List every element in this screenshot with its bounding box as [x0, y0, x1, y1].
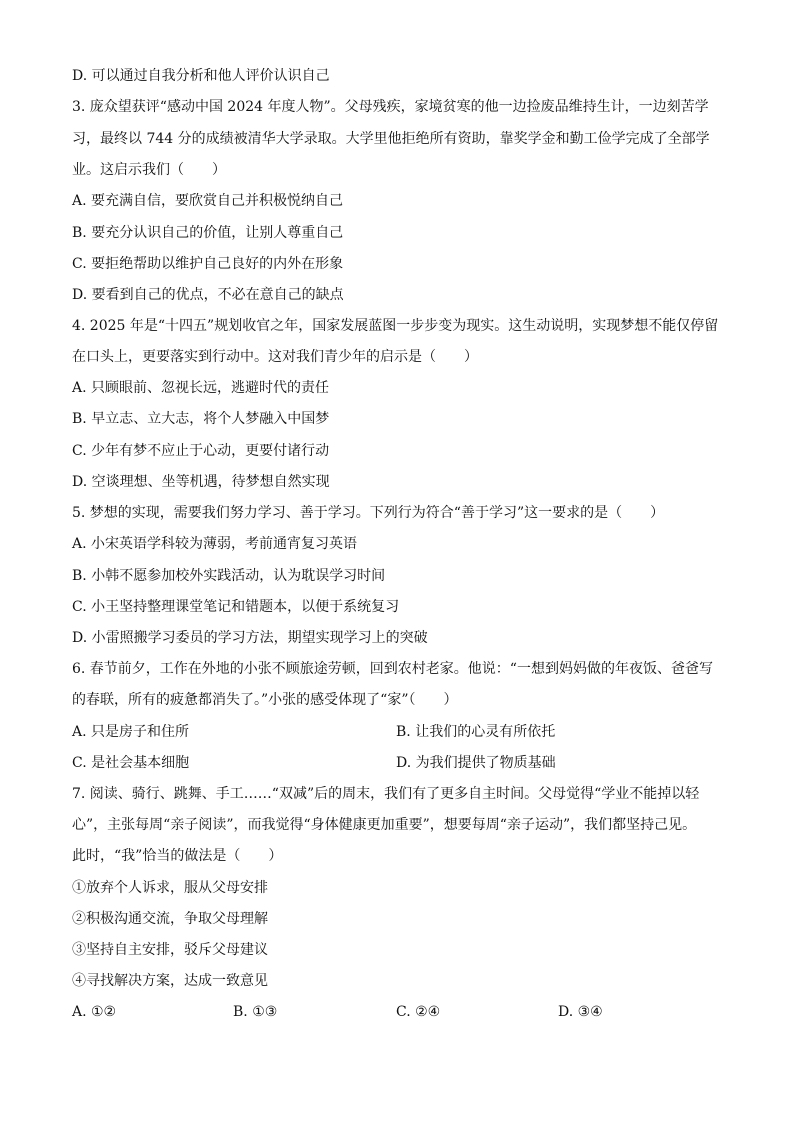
- q3-stem-line-3: 业。这启示我们（ ）: [72, 162, 226, 178]
- q3-option-c: C. 要拒绝帮助以维护自己良好的内外在形象: [72, 256, 344, 272]
- q4-option-a: A. 只顾眼前、忽视长远，逃避时代的责任: [72, 380, 330, 396]
- q3-option-a: A. 要充满自信，要欣赏自己并积极悦纳自己: [72, 193, 344, 209]
- q5-option-c: C. 小王坚持整理课堂笔记和错题本，以便于系统复习: [72, 599, 400, 615]
- q7-stem-line-2: 心”，主张每周“亲子阅读”，而我觉得“身体健康更加重要”，想要每周“亲子运动”，我们都坚持己见。: [72, 817, 697, 833]
- q7-item-4: ④寻找解决方案，达成一致意见: [72, 973, 268, 989]
- q7-option-c: C. ②④: [396, 1004, 441, 1020]
- q3-option-d: D. 要看到自己的优点，不必在意自己的缺点: [72, 287, 344, 303]
- q4-stem-line-1: 4. 2025 年是“十四五”规划收官之年，国家发展蓝图一步步变为现实。这生动说明，实现梦想不能仅停留: [72, 318, 719, 334]
- q5-option-d: D. 小雷照搬学习委员的学习方法，期望实现学习上的突破: [72, 630, 428, 646]
- q2-option-d: D. 可以通过自我分析和他人评价认识自己: [72, 68, 330, 84]
- q6-option-a: A. 只是房子和住所: [72, 724, 190, 740]
- q7-option-a: A. ①②: [72, 1004, 117, 1020]
- q7-stem-line-3: 此时，“我”恰当的做法是（ ）: [72, 848, 283, 864]
- q4-option-d: D. 空谈理想、坐等机遇，待梦想自然实现: [72, 474, 330, 490]
- q3-option-b: B. 要充分认识自己的价值，让别人尊重自己: [72, 225, 344, 241]
- q6-stem-line-2: 的春联，所有的疲惫都消失了。”小张的感受体现了“家”（ ）: [72, 692, 458, 708]
- q4-option-b: B. 早立志、立大志，将个人梦融入中国梦: [72, 411, 330, 427]
- q6-stem-line-1: 6. 春节前夕，工作在外地的小张不顾旅途劳顿，回到农村老家。他说：“一想到妈妈做的年夜饭、爸爸写: [72, 661, 713, 677]
- q6-option-d: D. 为我们提供了物质基础: [396, 755, 556, 771]
- q5-option-a: A. 小宋英语学科较为薄弱，考前通宵复习英语: [72, 536, 358, 552]
- q7-stem-line-1: 7. 阅读、骑行、跳舞、手工……“双减”后的周末，我们有了更多自主时间。父母觉得“学业不能掉以轻: [72, 786, 700, 802]
- q7-option-d: D. ③④: [558, 1004, 603, 1020]
- q6-option-b: B. 让我们的心灵有所依托: [396, 724, 556, 740]
- q3-stem-line-1: 3. 庞众望获评“感动中国 2024 年度人物”。父母残疾，家境贫寒的他一边捡废品维持生计，一边刻苦学: [72, 99, 709, 115]
- q7-item-1: ①放弃个人诉求，服从父母安排: [72, 880, 268, 896]
- q4-stem-line-2: 在口头上，更要落实到行动中。这对我们青少年的启示是（ ）: [72, 349, 478, 365]
- q7-item-2: ②积极沟通交流，争取父母理解: [72, 911, 268, 927]
- q7-option-b: B. ①③: [233, 1004, 278, 1020]
- q4-option-c: C. 少年有梦不应止于心动，更要付诸行动: [72, 443, 330, 459]
- q5-option-b: B. 小韩不愿参加校外实践活动，认为耽误学习时间: [72, 568, 386, 584]
- q7-item-3: ③坚持自主安排，驳斥父母建议: [72, 942, 268, 958]
- q3-stem-line-2: 习，最终以 744 分的成绩被清华大学录取。大学里他拒绝所有资助，靠奖学金和勤工俭学完成了全部学: [72, 131, 710, 147]
- q5-stem-line-1: 5. 梦想的实现，需要我们努力学习、善于学习。下列行为符合“善于学习”这一要求的是（ ）: [72, 505, 665, 521]
- q6-option-c: C. 是社会基本细胞: [72, 755, 190, 771]
